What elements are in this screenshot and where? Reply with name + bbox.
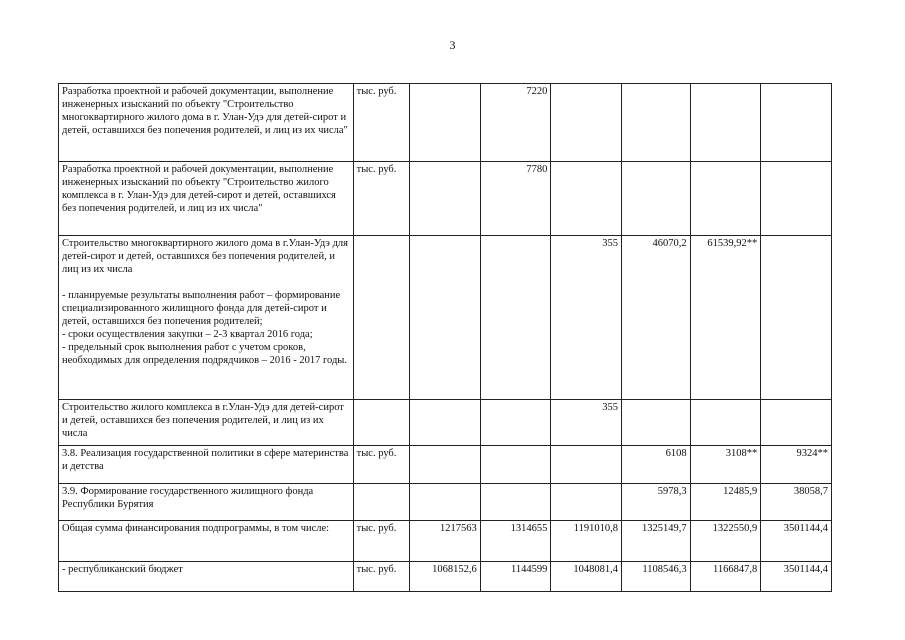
value-cell: 61539,92** [690, 236, 761, 400]
value-cell [410, 236, 481, 400]
row-description: 3.9. Формирование государственного жилищного фонда Республики Бурятия [59, 484, 354, 521]
row-description: Строительство жилого комплекса в г.Улан-Удэ для детей-сирот и детей, оставшихся без попечения родителей, и лиц из их числа [59, 400, 354, 446]
value-cell: 7780 [480, 162, 551, 236]
value-cell: 7220 [480, 84, 551, 162]
value-cell [410, 162, 481, 236]
value-cell: 1166847,8 [690, 562, 761, 592]
table-row [59, 562, 832, 592]
value-cell: 38058,7 [761, 484, 832, 521]
value-cell [410, 400, 481, 446]
value-cell: 9324** [761, 446, 832, 484]
row-unit: тыс. руб. [353, 521, 410, 562]
page-number: 3 [449, 38, 456, 52]
row-unit: тыс. руб. [353, 84, 410, 162]
row-unit [353, 236, 410, 400]
value-cell: 5978,3 [622, 484, 691, 521]
table-row [59, 400, 832, 446]
value-cell [480, 484, 551, 521]
value-cell: 1314655 [480, 521, 551, 562]
value-cell: 12485,9 [690, 484, 761, 521]
table-row [59, 84, 832, 162]
row-unit: тыс. руб. [353, 446, 410, 484]
row-unit: тыс. руб. [353, 162, 410, 236]
value-cell [410, 484, 481, 521]
table-row [59, 162, 832, 236]
value-cell [551, 84, 622, 162]
value-cell [410, 84, 481, 162]
value-cell: 355 [551, 236, 622, 400]
row-description: 3.8. Реализация государственной политики в сфере материнства и детства [59, 446, 354, 484]
value-cell: 3108** [690, 446, 761, 484]
value-cell [480, 236, 551, 400]
table-row [59, 484, 832, 521]
row-description: - республиканский бюджет [59, 562, 354, 592]
value-cell: 6108 [622, 446, 691, 484]
value-cell [480, 400, 551, 446]
value-cell [551, 446, 622, 484]
value-cell [761, 162, 832, 236]
value-cell [761, 400, 832, 446]
row-unit: тыс. руб. [353, 562, 410, 592]
row-description: Разработка проектной и рабочей документации, выполнение инженерных изысканий по объекту "Строительство многоквартирного жилого дома в г. Улан-Удэ для детей-сирот и детей, оставшихся без попечения родителей, и лиц из их числа" [59, 84, 354, 162]
row-description: Строительство многоквартирного жилого дома в г.Улан-Удэ для детей-сирот и детей, оставшихся без попечения родителей, и лиц из их числа - планируемые результаты выполнения работ – формирование специализированного жилищного фонда для детей-сирот и детей, оставшихся без попечения родителей; - сроки осуществления закупки – 2-3 квартал 2016 года; - предельный срок выполнения работ с учетом сроков, необходимых для определения подрядчиков – 2016 - 2017 годы. [59, 236, 354, 400]
table-row [59, 521, 832, 562]
value-cell [761, 236, 832, 400]
value-cell [622, 162, 691, 236]
value-cell [480, 446, 551, 484]
value-cell [690, 84, 761, 162]
value-cell: 1322550,9 [690, 521, 761, 562]
row-description: Общая сумма финансирования подпрограммы, в том числе: [59, 521, 354, 562]
table-row [59, 446, 832, 484]
value-cell: 3501144,4 [761, 562, 832, 592]
row-unit [353, 400, 410, 446]
value-cell [622, 84, 691, 162]
value-cell [761, 84, 832, 162]
value-cell [690, 400, 761, 446]
value-cell: 46070,2 [622, 236, 691, 400]
value-cell [690, 162, 761, 236]
value-cell: 1325149,7 [622, 521, 691, 562]
value-cell: 1048081,4 [551, 562, 622, 592]
financing-table [58, 83, 832, 592]
value-cell [551, 484, 622, 521]
row-description: Разработка проектной и рабочей документации, выполнение инженерных изысканий по объекту "Строительство жилого комплекса в г. Улан-Удэ для детей-сирот и детей, оставшихся без попечения родителей, и лиц из их числа" [59, 162, 354, 236]
value-cell: 1068152,6 [410, 562, 481, 592]
table-row [59, 236, 832, 400]
value-cell [622, 400, 691, 446]
value-cell: 1144599 [480, 562, 551, 592]
value-cell [551, 162, 622, 236]
value-cell: 3501144,4 [761, 521, 832, 562]
value-cell: 1217563 [410, 521, 481, 562]
value-cell: 355 [551, 400, 622, 446]
row-unit [353, 484, 410, 521]
value-cell: 1191010,8 [551, 521, 622, 562]
value-cell [410, 446, 481, 484]
value-cell: 1108546,3 [622, 562, 691, 592]
